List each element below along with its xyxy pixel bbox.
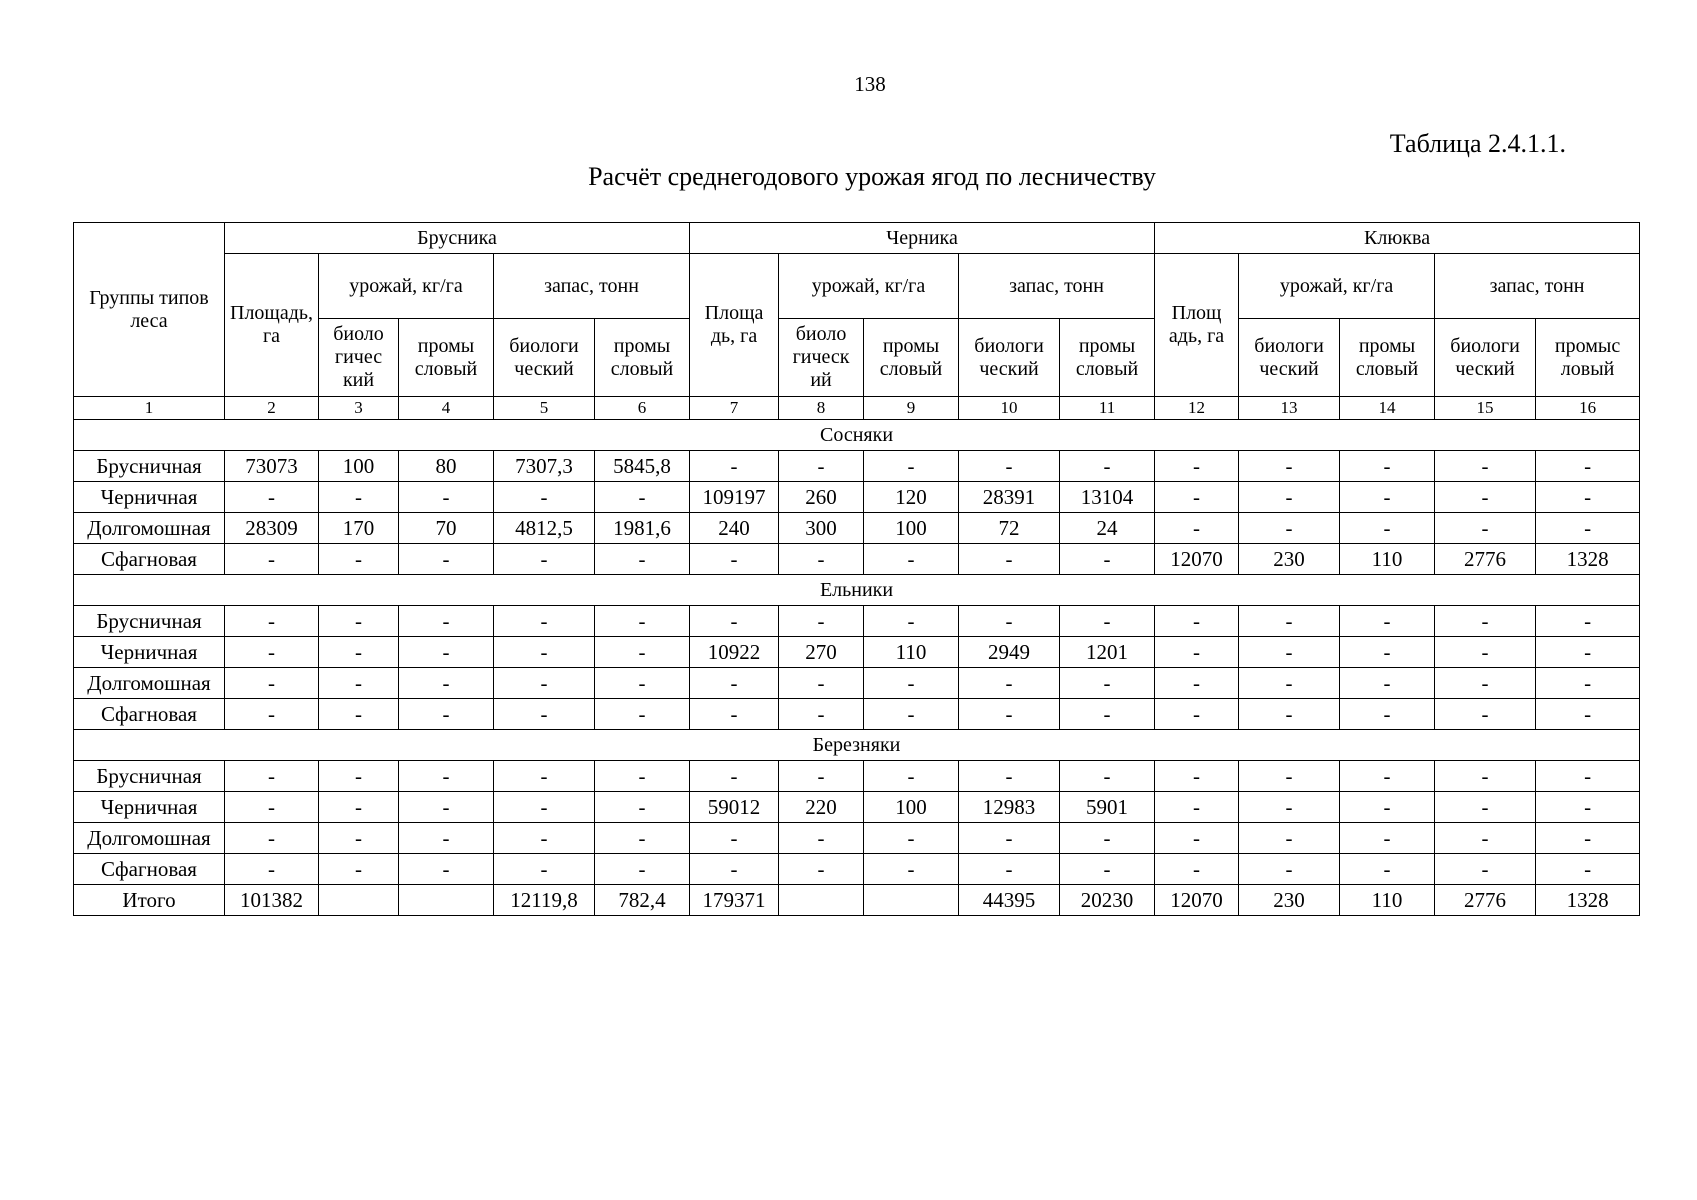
- table-cell: -: [1060, 451, 1155, 482]
- header-klyukva-stock-prom: промыс ловый: [1536, 319, 1640, 397]
- table-cell: -: [1239, 792, 1340, 823]
- table-cell: 2949: [959, 637, 1060, 668]
- table-cell: -: [399, 606, 494, 637]
- table-cell: -: [225, 823, 319, 854]
- header-sub-row: [74, 254, 1640, 319]
- table-cell: -: [1060, 761, 1155, 792]
- table-cell: -: [399, 482, 494, 513]
- table-cell: -: [690, 699, 779, 730]
- table-cell: -: [494, 854, 595, 885]
- table-cell: -: [1536, 637, 1640, 668]
- table-cell: -: [779, 823, 864, 854]
- table-cell: 73073: [225, 451, 319, 482]
- table-cell: -: [595, 482, 690, 513]
- table-cell: -: [1536, 513, 1640, 544]
- table-cell: -: [690, 761, 779, 792]
- table-cell: -: [319, 637, 399, 668]
- table-cell: -: [779, 668, 864, 699]
- table-label: Таблица 2.4.1.1.: [1389, 129, 1566, 158]
- header-chernika-area: Площа дь, га: [690, 254, 779, 397]
- table-cell: -: [1435, 606, 1536, 637]
- table-cell: 230: [1239, 544, 1340, 575]
- table-cell: -: [225, 699, 319, 730]
- forest-type-name: Брусничная: [74, 606, 225, 637]
- table-cell: 12119,8: [494, 885, 595, 916]
- column-number: 8: [779, 397, 864, 420]
- column-number: 5: [494, 397, 595, 420]
- table-cell: -: [1239, 761, 1340, 792]
- table-cell: 24: [1060, 513, 1155, 544]
- table-cell: 300: [779, 513, 864, 544]
- table-cell: 240: [690, 513, 779, 544]
- forest-type-name: Сфагновая: [74, 854, 225, 885]
- table-cell: -: [1155, 513, 1239, 544]
- table-cell: 7307,3: [494, 451, 595, 482]
- table-cell: 220: [779, 792, 864, 823]
- table-cell: -: [319, 699, 399, 730]
- table-cell: 2776: [1435, 885, 1536, 916]
- forest-type-name: Черничная: [74, 792, 225, 823]
- table-cell: -: [1536, 606, 1640, 637]
- table-cell: -: [690, 451, 779, 482]
- header-chernika-yield-prom: промы словый: [864, 319, 959, 397]
- table-cell: -: [1435, 854, 1536, 885]
- table-cell: -: [864, 606, 959, 637]
- table-cell: 12983: [959, 792, 1060, 823]
- table-cell: 28309: [225, 513, 319, 544]
- table-cell: -: [319, 761, 399, 792]
- table-cell: -: [1340, 761, 1435, 792]
- table-cell: -: [319, 668, 399, 699]
- header-klyukva-stock-bio: биологи ческий: [1435, 319, 1536, 397]
- table-cell: -: [1060, 823, 1155, 854]
- table-cell: -: [864, 823, 959, 854]
- table-cell: -: [1536, 451, 1640, 482]
- table-cell: -: [595, 668, 690, 699]
- table-cell: 44395: [959, 885, 1060, 916]
- header-brusnika-stock-prom: промы словый: [595, 319, 690, 397]
- table-cell: [319, 885, 399, 916]
- table-cell: -: [864, 854, 959, 885]
- section-row-bereznyaki: [74, 730, 1640, 761]
- table-row: [74, 823, 1640, 854]
- table-cell: -: [595, 792, 690, 823]
- table-cell: -: [1155, 637, 1239, 668]
- column-number: 10: [959, 397, 1060, 420]
- table-cell: -: [1536, 482, 1640, 513]
- forest-type-name: Сфагновая: [74, 544, 225, 575]
- header-chernika-stock-bio: биологи ческий: [959, 319, 1060, 397]
- table-row: [74, 699, 1640, 730]
- column-number: 4: [399, 397, 494, 420]
- table-cell: 10922: [690, 637, 779, 668]
- table-cell: -: [959, 606, 1060, 637]
- header-forest-type-groups: Группы типов леса: [74, 223, 225, 397]
- table-cell: 101382: [225, 885, 319, 916]
- table-cell: -: [1435, 482, 1536, 513]
- table-cell: -: [1340, 637, 1435, 668]
- table-cell: -: [1536, 699, 1640, 730]
- column-number: 16: [1536, 397, 1640, 420]
- table-cell: -: [779, 606, 864, 637]
- table-cell: 110: [864, 637, 959, 668]
- table-row: [74, 668, 1640, 699]
- table-cell: 12070: [1155, 885, 1239, 916]
- table-cell: 5901: [1060, 792, 1155, 823]
- table-cell: -: [225, 544, 319, 575]
- column-number: 11: [1060, 397, 1155, 420]
- table-cell: 1201: [1060, 637, 1155, 668]
- table-cell: -: [690, 854, 779, 885]
- header-chernika: Черника: [690, 223, 1155, 254]
- table-cell: -: [1536, 823, 1640, 854]
- table-cell: -: [1536, 854, 1640, 885]
- table-cell: 13104: [1060, 482, 1155, 513]
- table-cell: -: [494, 668, 595, 699]
- table-cell: -: [1155, 606, 1239, 637]
- table-cell: -: [1239, 823, 1340, 854]
- table-cell: -: [1435, 637, 1536, 668]
- table-cell: -: [494, 823, 595, 854]
- table-cell: -: [494, 637, 595, 668]
- table-cell: -: [1435, 699, 1536, 730]
- table-cell: -: [1239, 699, 1340, 730]
- table-cell: -: [690, 606, 779, 637]
- table-cell: -: [225, 854, 319, 885]
- table-cell: -: [595, 699, 690, 730]
- table-cell: -: [1536, 668, 1640, 699]
- table-cell: -: [690, 668, 779, 699]
- table-cell: -: [864, 761, 959, 792]
- header-chernika-stock: запас, тонн: [959, 254, 1155, 319]
- header-group-row: [74, 223, 1640, 254]
- column-number: 13: [1239, 397, 1340, 420]
- table-cell: -: [1340, 482, 1435, 513]
- column-number: 6: [595, 397, 690, 420]
- table-cell: -: [1155, 854, 1239, 885]
- table-cell: 100: [319, 451, 399, 482]
- table-cell: 230: [1239, 885, 1340, 916]
- table-cell: -: [1155, 823, 1239, 854]
- column-number: 7: [690, 397, 779, 420]
- table-cell: -: [690, 823, 779, 854]
- forest-type-name: Долгомошная: [74, 823, 225, 854]
- table-cell: -: [595, 823, 690, 854]
- table-cell: -: [1060, 854, 1155, 885]
- table-cell: -: [779, 761, 864, 792]
- section-title: Сосняки: [74, 420, 1640, 451]
- table-cell: 782,4: [595, 885, 690, 916]
- section-row-elniki: [74, 575, 1640, 606]
- table-cell: -: [1155, 761, 1239, 792]
- header-chernika-stock-prom: промы словый: [1060, 319, 1155, 397]
- table-cell: 70: [399, 513, 494, 544]
- forest-type-name: Долгомошная: [74, 513, 225, 544]
- table-cell: 4812,5: [494, 513, 595, 544]
- table-cell: -: [1155, 482, 1239, 513]
- column-number-row: [74, 397, 1640, 420]
- table-cell: -: [779, 544, 864, 575]
- table-cell: 170: [319, 513, 399, 544]
- table-cell: -: [959, 823, 1060, 854]
- table-cell: -: [864, 451, 959, 482]
- table-cell: 12070: [1155, 544, 1239, 575]
- total-label: Итого: [74, 885, 225, 916]
- table-cell: -: [1340, 854, 1435, 885]
- forest-type-name: Сфагновая: [74, 699, 225, 730]
- table-cell: 109197: [690, 482, 779, 513]
- table-row: [74, 637, 1640, 668]
- header-brusnika-yield-bio: биоло гичес кий: [319, 319, 399, 397]
- column-number: 14: [1340, 397, 1435, 420]
- column-number: 15: [1435, 397, 1536, 420]
- table-cell: -: [959, 854, 1060, 885]
- forest-type-name: Черничная: [74, 637, 225, 668]
- table-cell: -: [1340, 451, 1435, 482]
- header-brusnika-yield-prom: промы словый: [399, 319, 494, 397]
- table-cell: 28391: [959, 482, 1060, 513]
- table-cell: 80: [399, 451, 494, 482]
- forest-type-name: Брусничная: [74, 761, 225, 792]
- table-cell: -: [1340, 606, 1435, 637]
- table-cell: -: [494, 699, 595, 730]
- table-cell: -: [864, 544, 959, 575]
- table-cell: 5845,8: [595, 451, 690, 482]
- berry-yield-table: [73, 222, 1640, 916]
- column-number: 2: [225, 397, 319, 420]
- table-cell: -: [1536, 792, 1640, 823]
- table-cell: -: [399, 823, 494, 854]
- table-cell: -: [1155, 699, 1239, 730]
- table-cell: -: [864, 699, 959, 730]
- section-title: Березняки: [74, 730, 1640, 761]
- table-cell: -: [1435, 792, 1536, 823]
- forest-type-name: Черничная: [74, 482, 225, 513]
- table-cell: -: [319, 854, 399, 885]
- header-brusnika-yield: урожай, кг/га: [319, 254, 494, 319]
- table-cell: -: [1340, 513, 1435, 544]
- table-cell: -: [319, 792, 399, 823]
- table-row: [74, 606, 1640, 637]
- table-cell: -: [399, 668, 494, 699]
- table-cell: -: [595, 606, 690, 637]
- header-klyukva-yield-prom: промы словый: [1340, 319, 1435, 397]
- table-cell: -: [225, 792, 319, 823]
- header-brusnika-area: Площадь, га: [225, 254, 319, 397]
- table-cell: 260: [779, 482, 864, 513]
- table-cell: -: [959, 761, 1060, 792]
- table-cell: -: [959, 544, 1060, 575]
- table-cell: -: [1435, 823, 1536, 854]
- table-cell: -: [595, 637, 690, 668]
- table-cell: -: [959, 668, 1060, 699]
- table-cell: -: [1239, 451, 1340, 482]
- table-cell: -: [225, 482, 319, 513]
- table-cell: -: [1435, 513, 1536, 544]
- table-cell: 100: [864, 513, 959, 544]
- table-cell: -: [494, 792, 595, 823]
- table-cell: 179371: [690, 885, 779, 916]
- table-cell: 110: [1340, 885, 1435, 916]
- table-cell: 270: [779, 637, 864, 668]
- table-cell: -: [1060, 544, 1155, 575]
- table-cell: 100: [864, 792, 959, 823]
- table-cell: -: [1239, 668, 1340, 699]
- header-brusnika-stock-bio: биологи ческий: [494, 319, 595, 397]
- table-cell: -: [225, 606, 319, 637]
- column-number: 3: [319, 397, 399, 420]
- table-cell: -: [1435, 668, 1536, 699]
- column-number: 9: [864, 397, 959, 420]
- table-cell: -: [399, 854, 494, 885]
- table-cell: 2776: [1435, 544, 1536, 575]
- table-cell: -: [779, 699, 864, 730]
- table-cell: -: [779, 451, 864, 482]
- table-cell: -: [1155, 451, 1239, 482]
- table-cell: -: [1239, 482, 1340, 513]
- table-cell: -: [1435, 761, 1536, 792]
- forest-type-name: Долгомошная: [74, 668, 225, 699]
- table-cell: -: [1340, 792, 1435, 823]
- header-klyukva-yield-bio: биологи ческий: [1239, 319, 1340, 397]
- table-cell: [864, 885, 959, 916]
- table-cell: 20230: [1060, 885, 1155, 916]
- table-cell: -: [779, 854, 864, 885]
- table-cell: -: [494, 606, 595, 637]
- table-row: [74, 482, 1640, 513]
- header-brusnika-stock: запас, тонн: [494, 254, 690, 319]
- table-cell: -: [959, 699, 1060, 730]
- table-title: Расчёт среднегодового урожая ягод по лесничеству: [588, 162, 1156, 191]
- page-number: 138: [854, 72, 886, 96]
- table-cell: -: [595, 854, 690, 885]
- table-cell: -: [1340, 668, 1435, 699]
- table-cell: 120: [864, 482, 959, 513]
- table-cell: -: [1239, 637, 1340, 668]
- table-cell: -: [225, 637, 319, 668]
- table-cell: -: [319, 482, 399, 513]
- table-cell: [399, 885, 494, 916]
- table-row: [74, 792, 1640, 823]
- table-body: [74, 420, 1640, 916]
- table-cell: -: [494, 761, 595, 792]
- table-cell: -: [959, 451, 1060, 482]
- table-cell: -: [1155, 668, 1239, 699]
- table-cell: 110: [1340, 544, 1435, 575]
- table-cell: -: [595, 761, 690, 792]
- header-klyukva-stock: запас, тонн: [1435, 254, 1640, 319]
- table-cell: 1328: [1536, 885, 1640, 916]
- table-cell: -: [399, 637, 494, 668]
- table-row: [74, 451, 1640, 482]
- table-cell: -: [319, 823, 399, 854]
- table-cell: -: [1435, 451, 1536, 482]
- table-cell: -: [494, 544, 595, 575]
- table-cell: -: [494, 482, 595, 513]
- column-number: 12: [1155, 397, 1239, 420]
- table-cell: 1328: [1536, 544, 1640, 575]
- header-klyukva-area: Площ адь, га: [1155, 254, 1239, 397]
- table-cell: -: [1340, 699, 1435, 730]
- table-cell: -: [1239, 854, 1340, 885]
- table-cell: -: [690, 544, 779, 575]
- table-cell: -: [1060, 699, 1155, 730]
- column-number: 1: [74, 397, 225, 420]
- table-row: [74, 513, 1640, 544]
- table-cell: -: [399, 544, 494, 575]
- header-chernika-yield: урожай, кг/га: [779, 254, 959, 319]
- table-cell: -: [319, 606, 399, 637]
- table-cell: -: [1060, 606, 1155, 637]
- table-cell: -: [1536, 761, 1640, 792]
- header-chernika-yield-bio: биоло гическ ий: [779, 319, 864, 397]
- table-cell: 1981,6: [595, 513, 690, 544]
- header-klyukva-yield: урожай, кг/га: [1239, 254, 1435, 319]
- table-cell: [779, 885, 864, 916]
- table-cell: -: [1060, 668, 1155, 699]
- section-row-sosnyaki: [74, 420, 1640, 451]
- table-row: [74, 544, 1640, 575]
- table-cell: -: [399, 699, 494, 730]
- table-cell: -: [1155, 792, 1239, 823]
- table-cell: -: [399, 792, 494, 823]
- table-row: [74, 854, 1640, 885]
- table-cell: -: [225, 668, 319, 699]
- table-cell: -: [864, 668, 959, 699]
- table-cell: 59012: [690, 792, 779, 823]
- table-cell: -: [1239, 513, 1340, 544]
- total-row: [74, 885, 1640, 916]
- table-cell: 72: [959, 513, 1060, 544]
- table-cell: -: [1239, 606, 1340, 637]
- forest-type-name: Брусничная: [74, 451, 225, 482]
- table-cell: -: [319, 544, 399, 575]
- header-klyukva: Клюква: [1155, 223, 1640, 254]
- header-brusnika: Брусника: [225, 223, 690, 254]
- table-cell: -: [595, 544, 690, 575]
- table-cell: -: [225, 761, 319, 792]
- section-title: Ельники: [74, 575, 1640, 606]
- table-row: [74, 761, 1640, 792]
- table-cell: -: [1340, 823, 1435, 854]
- table-cell: -: [399, 761, 494, 792]
